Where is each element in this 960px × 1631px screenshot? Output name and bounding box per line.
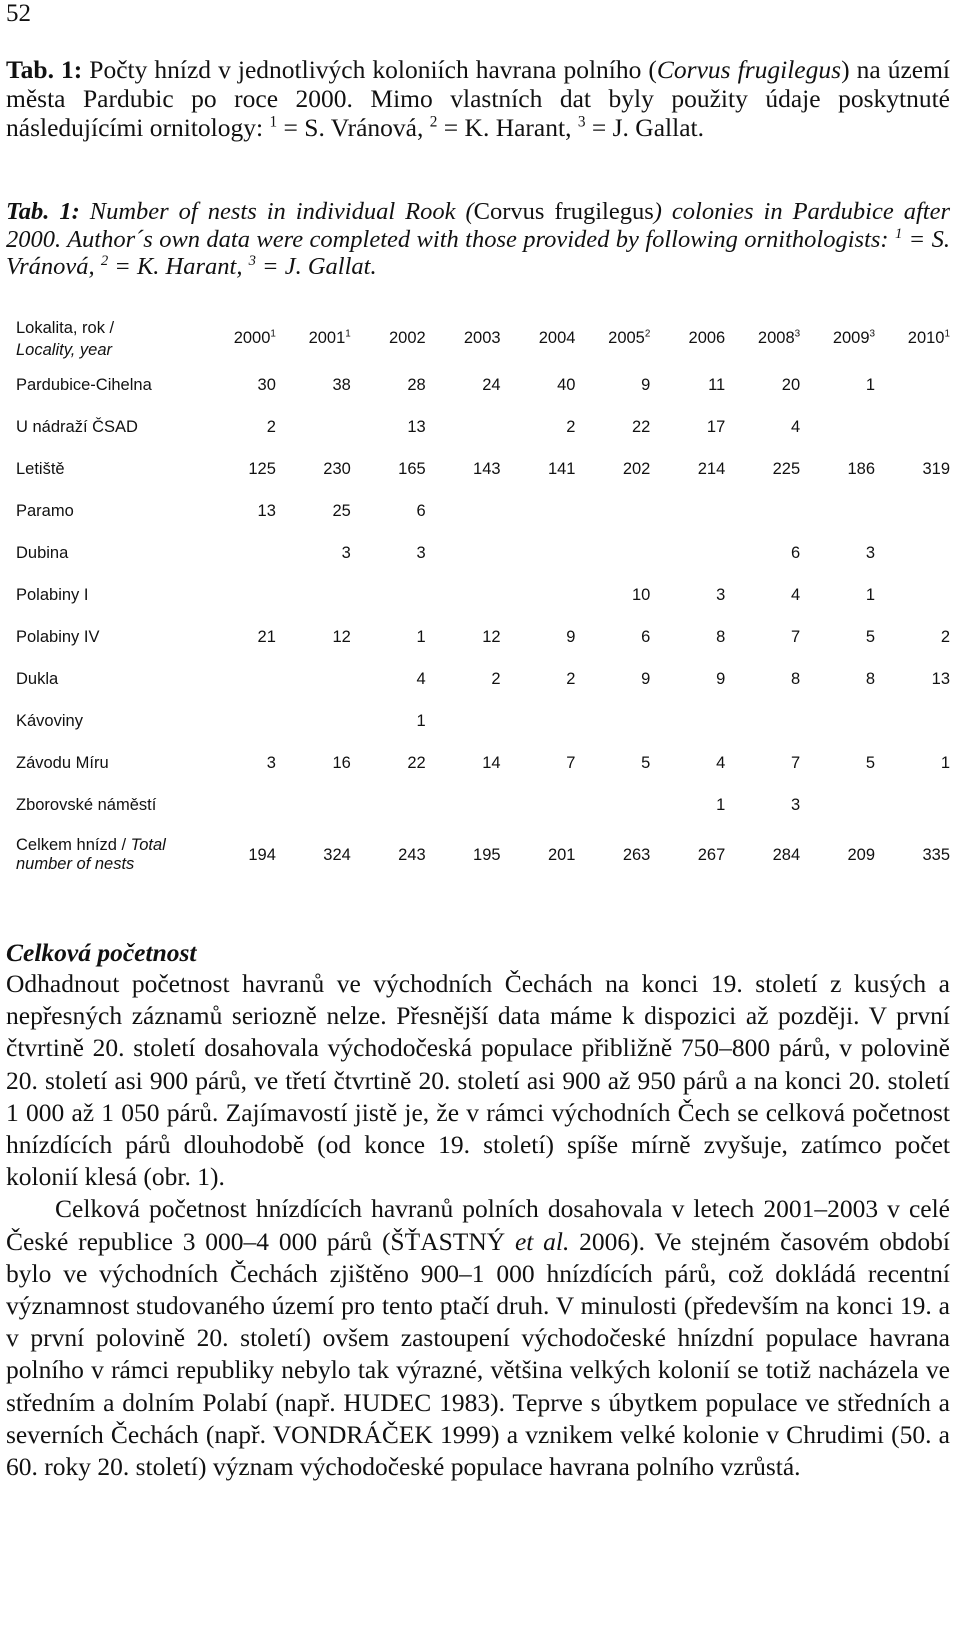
- value-cell: [501, 490, 576, 532]
- footnote-mark: 2: [100, 252, 109, 269]
- caption-text: Počty hnízd v jednotlivých koloniích havrana polního (: [82, 55, 657, 84]
- locality-cell: Polabiny I: [16, 585, 89, 604]
- value-cell: [875, 364, 950, 406]
- caption-text: Number of nests in individual Rook (: [79, 198, 474, 225]
- caption-text: = S. Vránová,: [6, 225, 950, 280]
- year-label: 2006: [688, 328, 726, 347]
- value-cell: 21: [257, 627, 276, 646]
- value-cell: 165: [398, 459, 426, 478]
- value-cell: 14: [482, 753, 501, 772]
- caption-text: ) na území města Pardubic po roce 2000. Mimo vlastních dat byly použity údaje poskytnuté následujícími ornitology:: [6, 55, 950, 142]
- year-label: 2008: [757, 328, 795, 347]
- value-cell: 125: [248, 459, 276, 478]
- header-year: [351, 312, 426, 364]
- value-cell: 16: [332, 753, 351, 772]
- value-cell: 4: [416, 669, 426, 688]
- value-cell: [426, 532, 501, 574]
- total-cell: 243: [398, 845, 426, 864]
- value-cell: [875, 700, 950, 742]
- table-row: [6, 742, 950, 784]
- caption-label: Tab. 1:: [6, 55, 83, 84]
- value-cell: 2: [566, 417, 576, 436]
- value-cell: [501, 700, 576, 742]
- value-cell: 24: [482, 375, 501, 394]
- table-row: [6, 490, 950, 532]
- value-cell: [575, 532, 650, 574]
- header-year: [501, 312, 576, 364]
- value-cell: [650, 490, 725, 532]
- value-cell: 7: [790, 627, 801, 646]
- table-total-row: [6, 826, 950, 884]
- table-row: [6, 574, 950, 616]
- footnote-mark: 1: [270, 328, 276, 339]
- value-cell: 28: [407, 375, 426, 394]
- locality-cell: Zborovské náměstí: [16, 795, 157, 814]
- locality-cell: Dubina: [16, 543, 69, 562]
- value-cell: [800, 490, 875, 532]
- value-cell: [575, 784, 650, 826]
- body-text: [6, 968, 950, 1483]
- value-cell: 22: [407, 753, 426, 772]
- value-cell: [650, 532, 725, 574]
- species-name: Corvus frugilegus: [656, 55, 842, 84]
- year-label: 2001: [308, 328, 346, 347]
- value-cell: 22: [632, 417, 651, 436]
- value-cell: [426, 490, 501, 532]
- value-cell: 17: [706, 417, 726, 436]
- value-cell: 2: [266, 417, 276, 436]
- caption-text: = K. Harant,: [108, 253, 249, 280]
- value-cell: 186: [847, 459, 876, 478]
- locality-cell: U nádraží ČSAD: [16, 417, 138, 436]
- header-year: [800, 312, 875, 364]
- value-cell: [276, 784, 351, 826]
- header-locality: [6, 312, 201, 364]
- locality-cell: Závodu Míru: [16, 753, 109, 772]
- value-cell: 25: [332, 501, 351, 520]
- value-cell: 6: [416, 501, 426, 520]
- locality-cell: Dukla: [16, 669, 59, 688]
- value-cell: [201, 574, 276, 616]
- value-cell: [875, 574, 950, 616]
- section-title: Celková početnost: [6, 938, 197, 967]
- value-cell: [800, 700, 875, 742]
- locality-cell: Polabiny IV: [16, 627, 100, 646]
- value-cell: 11: [708, 375, 726, 394]
- value-cell: 4: [790, 417, 801, 436]
- value-cell: [426, 784, 501, 826]
- value-cell: [426, 574, 501, 616]
- year-label: 2010: [907, 328, 945, 347]
- footnote-mark: 1: [944, 328, 950, 339]
- value-cell: 40: [557, 375, 576, 394]
- value-cell: 3: [865, 543, 876, 562]
- total-cell: 267: [697, 845, 726, 864]
- value-cell: 3: [790, 795, 801, 814]
- value-cell: 202: [622, 459, 651, 478]
- year-label: 2002: [388, 328, 426, 347]
- value-cell: [501, 574, 576, 616]
- value-cell: 5: [865, 753, 876, 772]
- caption-text: = J. Gallat.: [255, 253, 377, 280]
- year-label: 2004: [538, 328, 576, 347]
- total-cell: 335: [922, 845, 950, 864]
- header-year: [575, 312, 650, 364]
- value-cell: [201, 658, 276, 700]
- value-cell: 1: [865, 375, 876, 394]
- value-cell: 2: [566, 669, 576, 688]
- value-cell: [426, 406, 501, 448]
- footnote-mark: 1: [345, 328, 351, 339]
- value-cell: 6: [790, 543, 801, 562]
- total-cell: 324: [323, 845, 351, 864]
- value-cell: 13: [257, 501, 276, 520]
- value-cell: [501, 784, 576, 826]
- header-locality-czech: Lokalita, rok /: [16, 319, 115, 337]
- footnote-mark: 3: [577, 113, 586, 131]
- footnote-mark: 2: [644, 328, 651, 339]
- table-caption-english: [6, 198, 950, 281]
- header-year: [201, 312, 276, 364]
- footnote-mark: 3: [794, 328, 801, 339]
- value-cell: [875, 406, 950, 448]
- value-cell: 3: [266, 753, 276, 772]
- value-cell: [351, 574, 426, 616]
- total-cell: 195: [473, 845, 501, 864]
- value-cell: 4: [716, 753, 726, 772]
- value-cell: 30: [257, 375, 276, 394]
- locality-cell: Paramo: [16, 501, 74, 520]
- footnote-mark: 3: [869, 328, 876, 339]
- value-cell: 9: [716, 669, 726, 688]
- header-year: [875, 312, 950, 364]
- value-cell: [276, 700, 351, 742]
- value-cell: [875, 784, 950, 826]
- value-cell: 12: [332, 627, 351, 646]
- value-cell: [575, 700, 650, 742]
- value-cell: [201, 784, 276, 826]
- total-label-czech: Celkem hnízd /: [16, 836, 131, 854]
- value-cell: 1: [940, 753, 950, 772]
- value-cell: [650, 700, 725, 742]
- table-row: [6, 364, 950, 406]
- value-cell: [351, 784, 426, 826]
- value-cell: 1: [416, 627, 426, 646]
- table-row: [6, 700, 950, 742]
- paragraph: Odhadnout početnost havranů ve východních Čechách na konci 19. století z kusých a nepřesných záznamů seriozně nelze. Přesnější data máme k dispozici až později. V první čtvrtině 20. století dosahovala východočeská populace přibližně 750–800 párů, v polovině 20. století asi 900 párů, ve třetí čtvrtině 20. století asi 900 až 950 párů a na konci 20. století 1 000 až 1 050 párů. Zajímavostí jistě je, že v rámci východních Čech se celková početnost hnízdících párů dlouhodobě (od konce 19. století) spíše mírně zvyšuje, zatímco počet kolonií klesá (obr. 1).: [6, 969, 950, 1192]
- paragraph: [6, 1193, 950, 1483]
- table-row: [6, 406, 950, 448]
- table-caption-czech: [6, 55, 950, 142]
- value-cell: 38: [332, 375, 351, 394]
- value-cell: 1: [865, 585, 876, 604]
- value-cell: 9: [566, 627, 576, 646]
- table-row: [6, 448, 950, 490]
- value-cell: [201, 532, 276, 574]
- value-cell: [875, 490, 950, 532]
- header-year: [276, 312, 351, 364]
- footnote-mark: 1: [894, 225, 903, 242]
- value-cell: 8: [716, 627, 726, 646]
- header-year: [725, 312, 800, 364]
- value-cell: 4: [790, 585, 801, 604]
- value-cell: 143: [473, 459, 501, 478]
- value-cell: 1: [416, 711, 426, 730]
- value-cell: [276, 658, 351, 700]
- paragraph-text-italic: et al.: [514, 1226, 570, 1256]
- total-cell: 201: [547, 845, 576, 864]
- value-cell: 2: [940, 627, 950, 646]
- value-cell: 10: [632, 585, 651, 604]
- total-cell: 263: [622, 845, 651, 864]
- total-label-english: number of nests: [16, 855, 135, 873]
- value-cell: 13: [931, 669, 950, 688]
- year-label: 2009: [832, 328, 870, 347]
- total-label-english: Total: [130, 836, 166, 854]
- value-cell: 214: [697, 459, 726, 478]
- table-row: [6, 784, 950, 826]
- value-cell: [875, 532, 950, 574]
- table-row: [6, 658, 950, 700]
- value-cell: [725, 490, 800, 532]
- value-cell: [426, 700, 501, 742]
- value-cell: 7: [566, 753, 576, 772]
- locality-cell: Kávoviny: [16, 711, 83, 730]
- nest-count-table: [6, 312, 950, 884]
- year-label: 2003: [463, 328, 501, 347]
- value-cell: [725, 700, 800, 742]
- value-cell: 230: [323, 459, 351, 478]
- value-cell: [276, 406, 351, 448]
- year-label: 2005: [608, 328, 645, 347]
- caption-text: ) colonies in Pardubice after 2000. Author´s own data were completed with those provided by following ornithologists:: [6, 198, 950, 253]
- caption-text: = K. Harant,: [437, 113, 578, 142]
- value-cell: [575, 490, 650, 532]
- value-cell: [800, 406, 875, 448]
- value-cell: 9: [641, 375, 651, 394]
- header-year: [650, 312, 725, 364]
- table-row: [6, 616, 950, 658]
- value-cell: 9: [641, 669, 651, 688]
- page-number: 52: [6, 0, 31, 27]
- value-cell: [501, 532, 576, 574]
- total-label: [6, 826, 201, 884]
- table-header-row: [6, 312, 950, 364]
- value-cell: 5: [641, 753, 651, 772]
- caption-text: = S. Vránová,: [277, 113, 430, 142]
- value-cell: [276, 574, 351, 616]
- total-cell: 284: [772, 845, 801, 864]
- paragraph-text: 2006). Ve stejném časovém období bylo ve východních Čechách zjištěno 900–1 000 hnízdících párů, což dokládá recentní významnost studovaného území pro tento ptačí druh. V minulosti (především na konci 19. a v první polovině 20. století) ovšem zastoupení východočeské hnízdní populace havrana polního v rámci republiky nebylo tak výrazné, většina velkých kolonií se totiž nacházela ve středním a dolním Polabí (např. HUDEC 1983). Teprve s úbytkem populace ve středních a severních Čechách (např. VONDRÁČEK 1999) a vznikem velké kolonie v Chrudimi (50. a 60. roky 20. století) význam východočeské populace havrana polního vzrůstá.: [6, 1226, 950, 1482]
- species-name: Corvus frugilegus: [473, 198, 654, 225]
- value-cell: [800, 784, 875, 826]
- year-label: 2000: [233, 328, 271, 347]
- table-row: [6, 532, 950, 574]
- footnote-mark: 2: [429, 113, 438, 131]
- value-cell: 1: [716, 795, 726, 814]
- value-cell: 5: [865, 627, 876, 646]
- value-cell: 3: [341, 543, 351, 562]
- caption-text: = J. Gallat.: [585, 113, 704, 142]
- header-year: [426, 312, 501, 364]
- value-cell: 7: [790, 753, 801, 772]
- locality-cell: Pardubice-Cihelna: [16, 375, 152, 394]
- value-cell: 8: [865, 669, 876, 688]
- value-cell: 3: [416, 543, 426, 562]
- header-locality-english: Locality, year: [16, 341, 112, 359]
- value-cell: 319: [922, 459, 950, 478]
- value-cell: 225: [772, 459, 801, 478]
- value-cell: 6: [641, 627, 651, 646]
- footnote-mark: 1: [269, 113, 278, 131]
- footnote-mark: 3: [248, 252, 256, 269]
- value-cell: 12: [482, 627, 501, 646]
- paragraph-text: Celková početnost hnízdících havranů polních dosahovala v letech 2001–2003 v celé České republice 3 000–4 000 párů (ŠŤASTNÝ: [6, 1194, 950, 1256]
- caption-label: Tab. 1:: [6, 198, 80, 225]
- value-cell: 20: [781, 375, 801, 394]
- total-cell: 209: [847, 845, 876, 864]
- value-cell: 3: [716, 585, 726, 604]
- locality-cell: Letiště: [16, 459, 65, 478]
- value-cell: [201, 700, 276, 742]
- value-cell: 8: [790, 669, 801, 688]
- value-cell: 141: [547, 459, 576, 478]
- total-cell: 194: [248, 845, 276, 864]
- value-cell: 13: [407, 417, 426, 436]
- value-cell: 2: [491, 669, 501, 688]
